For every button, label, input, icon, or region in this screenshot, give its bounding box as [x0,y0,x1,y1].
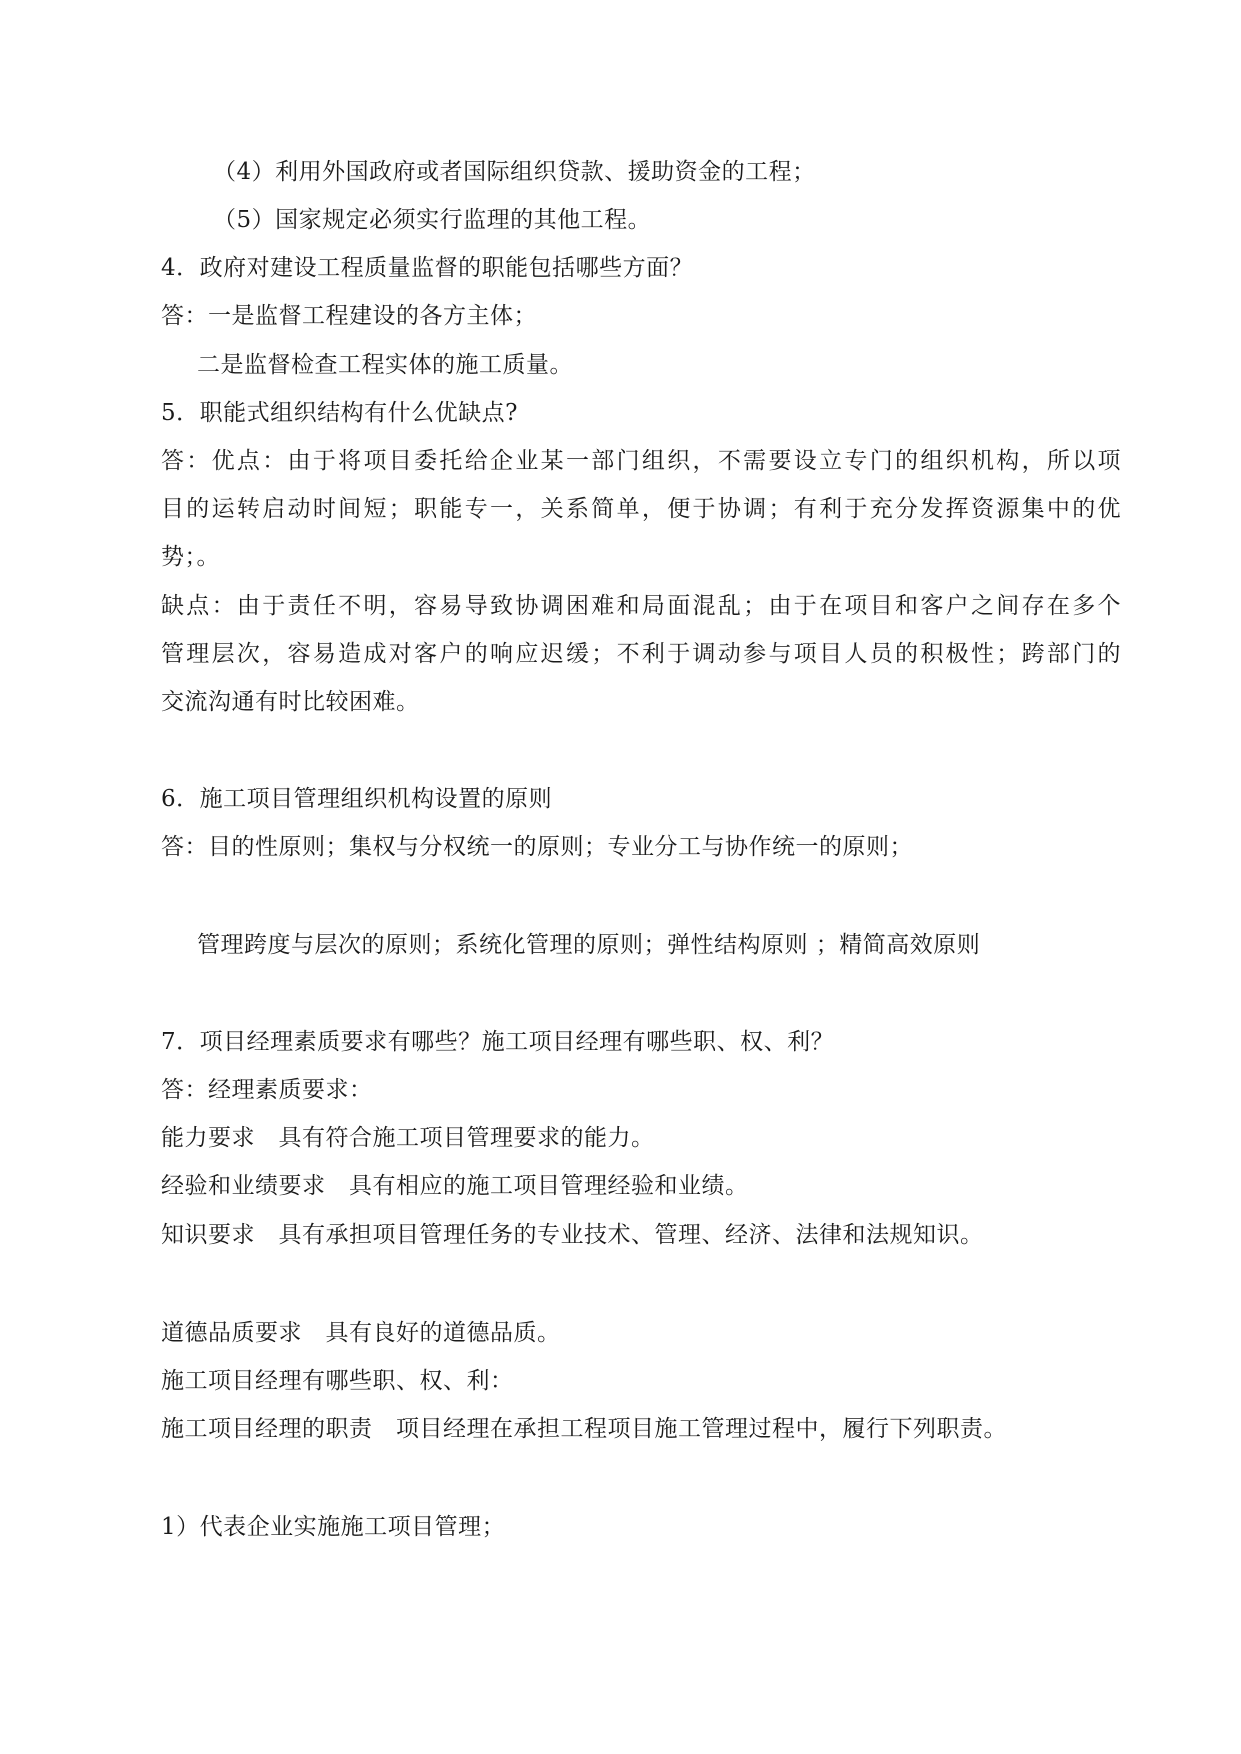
answer-4-line-1: 答：一是监督工程建设的各方主体； [161,303,537,329]
answer-7-heading: 答：经理素质要求： [161,1077,373,1103]
answer-6-line-1: 答：目的性原则；集权与分权统一的原则；专业分工与协作统一的原则； [161,834,913,860]
answer-5-disadvantages-line-2: 管理层次，容易造成对客户的响应迟缓；不利于调动参与项目人员的积极性；跨部门的 [161,641,1121,667]
text-line-item-4: （4）利用外国政府或者国际组织贷款、援助资金的工程； [213,159,816,185]
duty-item-1: 1）代表企业实施施工项目管理； [161,1514,506,1540]
answer-5-advantages-line-2: 目的运转启动时间短；职能专一，关系简单，便于协调；有利于充分发挥资源集中的优 [161,496,1121,522]
question-5: 5．职能式组织结构有什么优缺点? [161,400,518,426]
requirement-knowledge: 知识要求 具有承担项目管理任务的专业技术、管理、经济、法律和法规知识。 [161,1222,984,1248]
text-line-item-5: （5）国家规定必须实行监理的其他工程。 [213,207,652,233]
requirement-experience: 经验和业绩要求 具有相应的施工项目管理经验和业绩。 [161,1173,749,1199]
question-7: 7．项目经理素质要求有哪些？施工项目经理有哪些职、权、利？ [161,1029,835,1055]
answer-4-line-2: 二是监督检查工程实体的施工质量。 [197,352,573,378]
answer-5-advantages-line-1: 答：优点：由于将项目委托给企业某一部门组织，不需要设立专门的组织机构，所以项 [161,448,1121,474]
answer-5-advantages-line-3: 势；。 [161,544,220,570]
answer-5-disadvantages-line-1: 缺点：由于责任不明，容易导致协调困难和局面混乱；由于在项目和客户之间存在多个 [161,593,1121,619]
duties-intro: 施工项目经理的职责 项目经理在承担工程项目施工管理过程中，履行下列职责。 [161,1416,1007,1442]
answer-5-disadvantages-line-3: 交流沟通有时比较困难。 [161,689,420,715]
question-6: 6．施工项目管理组织机构设置的原则 [161,786,553,812]
question-4: 4．政府对建设工程质量监督的职能包括哪些方面？ [161,255,694,281]
duties-heading: 施工项目经理有哪些职、权、利： [161,1368,514,1394]
requirement-ability: 能力要求 具有符合施工项目管理要求的能力。 [161,1125,655,1151]
answer-6-line-2: 管理跨度与层次的原则；系统化管理的原则；弹性结构原则 ；精简高效原则 [197,932,981,958]
requirement-morality: 道德品质要求 具有良好的道德品质。 [161,1320,561,1346]
